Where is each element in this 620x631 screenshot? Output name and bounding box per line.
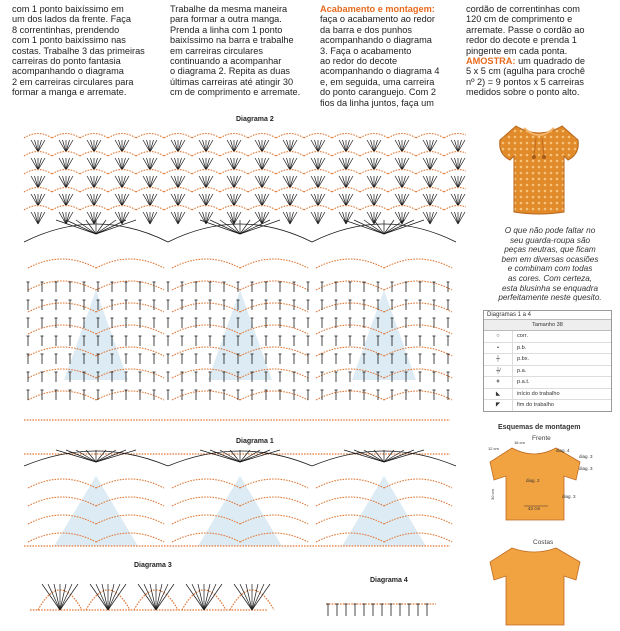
legend-symbol: • bbox=[484, 343, 513, 354]
legend-label: fim do trabalho bbox=[517, 402, 555, 409]
legend-size: Tamanho 38 bbox=[484, 320, 611, 331]
legend-symbol: ǂ bbox=[484, 377, 513, 388]
front-label: Frente bbox=[532, 435, 551, 442]
legend-label: corr. bbox=[517, 333, 528, 340]
legend-row bbox=[484, 400, 611, 411]
legend-symbol: ◤ bbox=[484, 400, 513, 411]
diagram-4-label: Diagrama 4 bbox=[370, 577, 408, 584]
legend-row bbox=[484, 354, 611, 366]
instructions-col-2: Trabalhe da mesma maneira para formar a outra manga. Prenda a linha com 1 ponto baixíssimo na barra e trabalhe em carreiras circulares continuando a acompanhar o diagrama 2. Repita as duas últimas carreiras até atingir 30 cm de comprimento e arremate. bbox=[170, 4, 301, 98]
schematic-label-length: 30 cm bbox=[490, 489, 495, 500]
gauge-heading: AMOSTRA: bbox=[466, 56, 516, 67]
instructions-col-3 bbox=[320, 4, 454, 108]
finishing-heading: Acabamento e montagem: bbox=[320, 4, 435, 14]
legend-label: p.bx. bbox=[517, 356, 530, 363]
gauge-text: um quadrado de 5 x 5 cm (agulha para crochê nº 2) = 9 pontos x 5 carreiras medidos sobre o ponto alto. bbox=[466, 56, 585, 98]
cord-text: cordão de correntinhas com 120 cm de comprimento e arremate. Passe o cordão ao redor do decote e prenda 1 pingente em cada ponta. bbox=[466, 4, 585, 56]
legend-row bbox=[484, 377, 611, 389]
legend-row bbox=[484, 366, 611, 378]
diagram-2 bbox=[18, 114, 466, 432]
diagram-1-chart bbox=[18, 436, 466, 558]
schematic-label-diag3-a: diag. 3 bbox=[579, 454, 593, 459]
assembly-schematics bbox=[484, 440, 604, 630]
schematic-label-width: 42 cm bbox=[528, 506, 541, 511]
instructions-col-4 bbox=[466, 4, 614, 98]
legend-symbol: ┼ bbox=[484, 354, 513, 365]
diagram-1-label: Diagrama 1 bbox=[236, 438, 274, 445]
legend-label: p.a.t. bbox=[517, 379, 530, 386]
legend-title: Diagramas 1 a 4 bbox=[484, 311, 611, 320]
legend-symbol: ┼̸ bbox=[484, 366, 513, 377]
back-schematic bbox=[490, 548, 580, 625]
legend-row bbox=[484, 331, 611, 343]
schematic-label-16cm: 16 cm bbox=[514, 440, 525, 445]
instructions-col-1: com 1 ponto baixíssimo em um dos lados da frente. Faça 8 correntinhas, prendendo com 1 ponto baixíssimo nas costas. Trabalhe 3 das primeiras carreiras do ponto fantasia acompanhando o diagrama 2 em carreiras circulares para formar a manga e arremate. bbox=[12, 4, 145, 98]
legend-label: início do trabalho bbox=[517, 390, 560, 397]
schematic-label-diag2: diag. 2 bbox=[526, 478, 540, 483]
diagram-3 bbox=[28, 560, 278, 626]
diagram-1 bbox=[18, 436, 466, 558]
legend-symbol: ◣ bbox=[484, 389, 513, 400]
legend-row bbox=[484, 389, 611, 401]
finishing-text: faça o acabamento ao redor da barra e dos punhos acompanhando o diagrama 3. Faça o acabamento ao redor do decote acompanhando o diagrama 4 e, em seguida, uma carreira do ponto caranguejo. Com 2 fios da linha juntos, faça um bbox=[320, 14, 440, 108]
photo-caption: O que não pode faltar no seu guarda-roupa são peças neutras, que ficam bem em diversas ocasiões e combinam com todas as cores. Com certeza, esta blusinha se enquadra perfeitamente neste quesito. bbox=[498, 226, 602, 303]
legend-symbol: ○ bbox=[484, 331, 513, 342]
stitch-legend bbox=[483, 310, 612, 412]
legend-rows bbox=[484, 331, 611, 411]
diagram-2-label: Diagrama 2 bbox=[236, 116, 274, 123]
diagram-3-chart bbox=[28, 560, 278, 626]
schematic-label-diag3-c: diag. 3 bbox=[562, 494, 576, 499]
legend-label: p.b. bbox=[517, 344, 527, 351]
blouse-photo bbox=[494, 116, 584, 218]
legend-label: p.a. bbox=[517, 367, 527, 374]
schematic-label-diag3-b: diag. 3 bbox=[579, 466, 593, 471]
diagram-3-label: Diagrama 3 bbox=[134, 562, 172, 569]
schematic-label-12cm: 12 cm bbox=[488, 446, 499, 451]
legend-row bbox=[484, 343, 611, 355]
diagram-4 bbox=[322, 570, 442, 626]
schematic-label-diag4: diag. 4 bbox=[556, 448, 570, 453]
diagram-2-chart bbox=[18, 114, 466, 432]
schematics-title: Esquemas de montagem bbox=[498, 424, 581, 431]
back-label: Costas bbox=[533, 539, 554, 546]
